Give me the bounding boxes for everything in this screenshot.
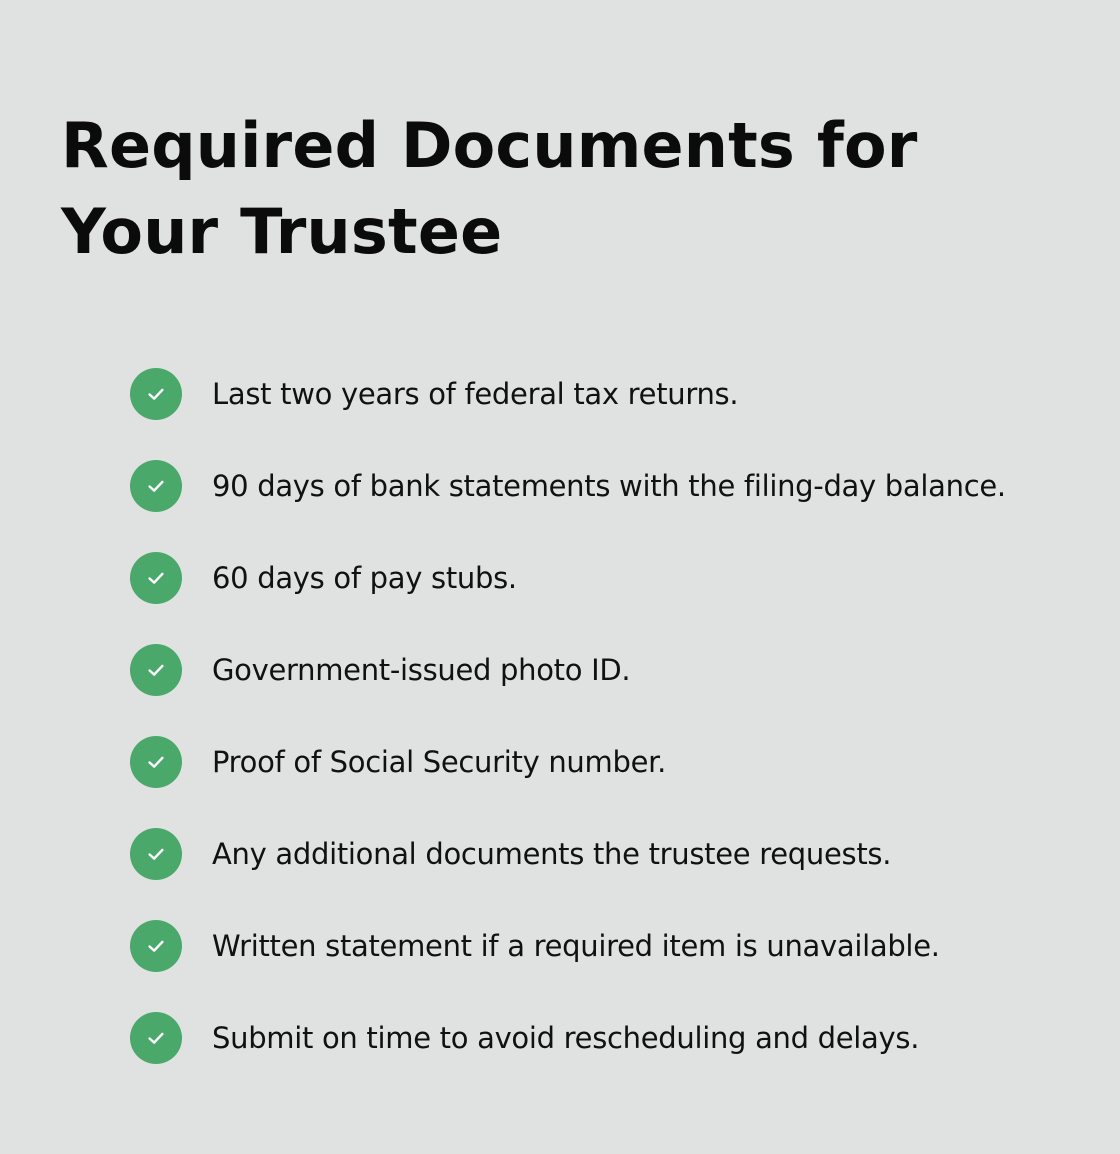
checklist-item-label: Submit on time to avoid rescheduling and delays. — [212, 1021, 920, 1055]
checklist-item — [130, 736, 1090, 788]
checklist-item — [130, 552, 1090, 604]
checklist-item — [130, 644, 1090, 696]
checklist-item-label: 90 days of bank statements with the filing-day balance. — [212, 469, 1006, 503]
check-circle-icon — [130, 644, 182, 696]
checklist-item — [130, 368, 1090, 420]
checklist-item-label: 60 days of pay stubs. — [212, 561, 517, 595]
checklist-item-label: Proof of Social Security number. — [212, 745, 666, 779]
check-circle-icon — [130, 552, 182, 604]
check-circle-icon — [130, 920, 182, 972]
checklist-item-label: Last two years of federal tax returns. — [212, 377, 739, 411]
check-circle-icon — [130, 736, 182, 788]
checklist-item — [130, 1012, 1090, 1064]
check-circle-icon — [130, 368, 182, 420]
check-circle-icon — [130, 828, 182, 880]
checklist-item — [130, 460, 1090, 512]
checklist-item-label: Written statement if a required item is unavailable. — [212, 929, 940, 963]
checklist-item-label: Government-issued photo ID. — [212, 653, 631, 687]
document-checklist — [130, 368, 1090, 1064]
check-circle-icon — [130, 1012, 182, 1064]
check-circle-icon — [130, 460, 182, 512]
checklist-item-label: Any additional documents the trustee requests. — [212, 837, 892, 871]
checklist-item — [130, 828, 1090, 880]
checklist-item — [130, 920, 1090, 972]
page-title: Required Documents for Your Trustee — [61, 109, 918, 268]
